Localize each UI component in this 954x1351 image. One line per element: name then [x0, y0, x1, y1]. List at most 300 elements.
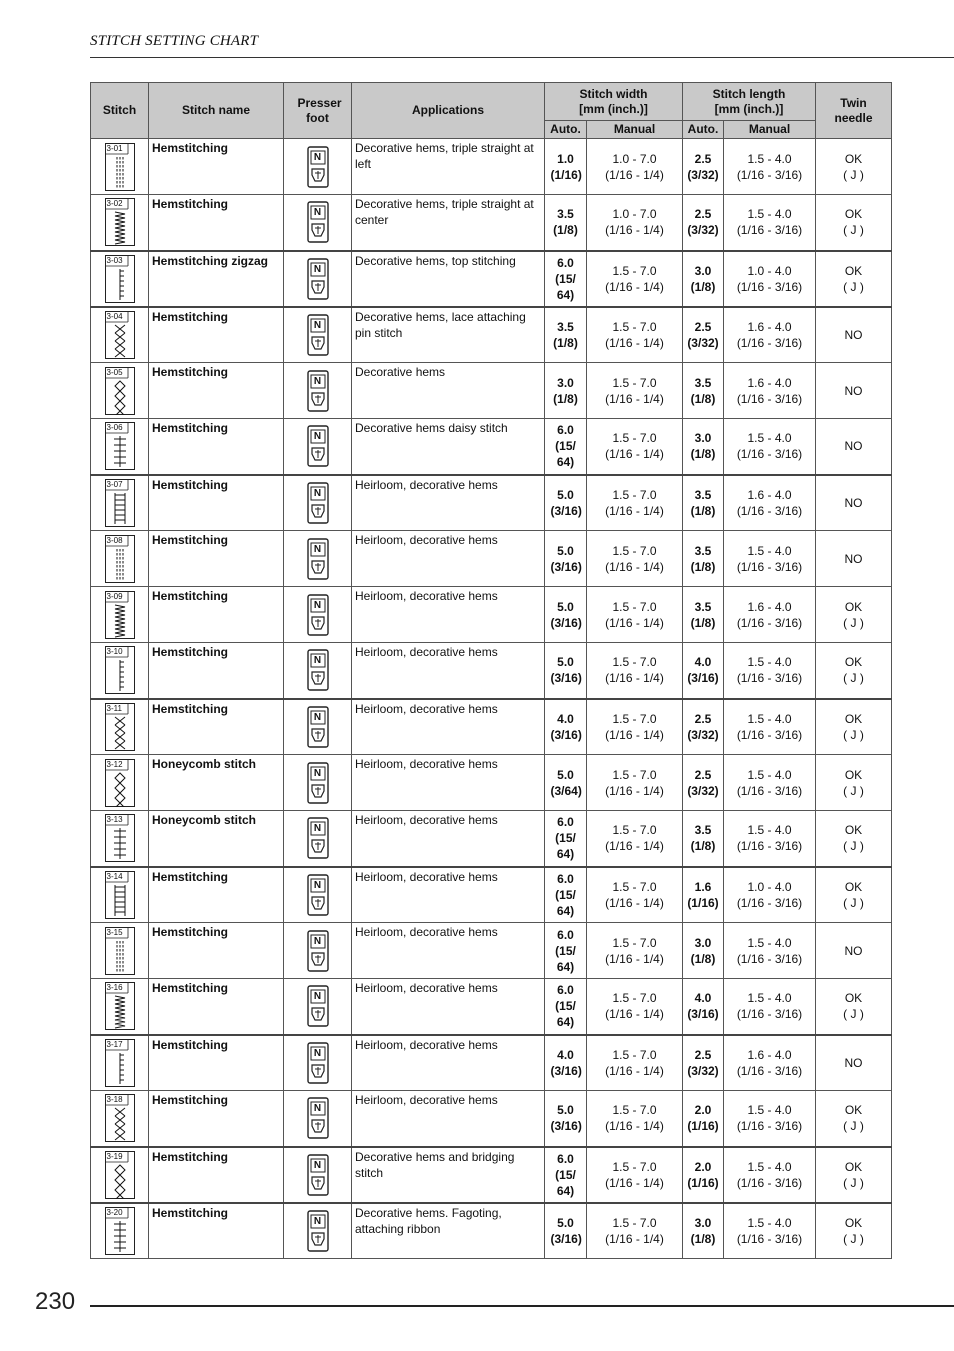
width-auto: [545, 195, 587, 251]
length-auto-inch: (1/8): [690, 559, 716, 574]
length-auto: [683, 811, 724, 867]
width-manual: [587, 811, 683, 867]
stitch-pattern-icon: [105, 982, 135, 1030]
length-auto-inch: (1/8): [690, 391, 716, 406]
table-row: [91, 867, 892, 923]
twin-needle-status: OK: [844, 1103, 863, 1118]
length-auto: [683, 139, 724, 195]
length-manual-inch: (1/16 - 3/16): [736, 951, 803, 966]
twin-needle: [816, 923, 892, 979]
length-manual: [724, 1091, 816, 1147]
presser-foot-n-icon: [306, 1153, 330, 1197]
length-auto: [683, 587, 724, 643]
presser-foot-cell: [284, 643, 352, 699]
presser-foot-n-icon: [306, 593, 330, 637]
width-manual-inch: (1/16 - 1/4): [605, 559, 664, 574]
stitch-pattern-icon: [105, 535, 135, 583]
stitch-cell: [91, 979, 149, 1035]
stitch-code: 3-12: [106, 759, 123, 769]
presser-foot-letter: N: [313, 823, 322, 835]
width-manual-inch: (1/16 - 1/4): [605, 895, 664, 910]
twin-needle-foot: ( J ): [843, 1007, 864, 1022]
length-manual-inch: (1/16 - 3/16): [736, 671, 803, 686]
length-auto-mm: 2.5: [694, 1047, 712, 1062]
width-auto-inch: (15/ 64): [555, 439, 576, 470]
width-auto-inch: (3/16): [550, 1063, 582, 1078]
width-auto-inch: (1/8): [553, 391, 578, 406]
stitch-code: 3-20: [106, 1207, 123, 1217]
length-auto: [683, 979, 724, 1035]
width-manual-mm: 1.5 - 7.0: [612, 935, 657, 950]
length-manual: [724, 251, 816, 307]
length-manual: [724, 643, 816, 699]
length-auto-inch: (3/16): [687, 671, 719, 686]
length-manual: [724, 419, 816, 475]
header-stitch-width-label: Stitch width [mm (inch.)]: [579, 86, 648, 116]
width-manual: [587, 251, 683, 307]
width-manual: [587, 643, 683, 699]
stitch-pattern-icon: [105, 143, 135, 191]
length-auto-mm: 3.0: [694, 263, 712, 278]
length-auto-mm: 3.5: [694, 543, 712, 558]
table-row: [91, 1035, 892, 1091]
stitch-pattern-icon: [105, 367, 135, 415]
stitch-cell: [91, 195, 149, 251]
table-row: [91, 531, 892, 587]
length-manual-mm: 1.6 - 4.0: [747, 487, 792, 502]
length-manual-inch: (1/16 - 3/16): [736, 1063, 803, 1078]
length-auto-mm: 2.0: [694, 1159, 712, 1174]
width-auto-inch: (1/8): [553, 223, 578, 238]
presser-foot-letter: N: [313, 1047, 322, 1059]
length-manual-mm: 1.5 - 4.0: [747, 711, 792, 726]
length-manual: [724, 1035, 816, 1091]
length-manual: [724, 811, 816, 867]
width-auto-inch: (3/16): [550, 1231, 582, 1246]
width-auto-mm: 4.0: [557, 711, 574, 726]
twin-needle: [816, 1203, 892, 1259]
width-manual-inch: (1/16 - 1/4): [605, 1007, 664, 1022]
width-auto-mm: 1.0: [557, 151, 574, 166]
length-manual-mm: 1.5 - 4.0: [747, 151, 792, 166]
length-auto-inch: (1/8): [690, 615, 716, 630]
length-manual: [724, 1203, 816, 1259]
stitch-name: Hemstitching: [149, 1147, 284, 1203]
twin-needle-foot: ( J ): [843, 223, 864, 238]
width-manual: [587, 195, 683, 251]
length-auto-mm: 2.5: [694, 319, 712, 334]
width-auto-mm: 6.0: [557, 927, 574, 942]
length-manual-mm: 1.5 - 4.0: [747, 767, 792, 782]
stitch-cell: [91, 475, 149, 531]
length-auto-mm: 3.0: [694, 431, 712, 446]
stitch-name: Hemstitching: [149, 867, 284, 923]
length-manual-mm: 1.5 - 4.0: [747, 543, 792, 558]
length-auto-mm: 2.0: [694, 1103, 712, 1118]
application: Decorative hems. Fagoting, attaching ribbon: [352, 1203, 545, 1259]
stitch-code: 3-02: [106, 199, 123, 209]
presser-foot-n-icon: [306, 145, 330, 189]
length-auto-mm: 3.5: [694, 823, 712, 838]
width-auto: [545, 531, 587, 587]
length-auto: [683, 1203, 724, 1259]
width-auto-inch: (3/16): [550, 1119, 582, 1134]
width-manual: [587, 307, 683, 363]
width-auto-inch: (3/16): [550, 559, 582, 574]
width-auto: [545, 811, 587, 867]
width-manual-mm: 1.5 - 7.0: [612, 263, 657, 278]
table-row: [91, 195, 892, 251]
table-row: [91, 923, 892, 979]
twin-needle-foot: ( J ): [843, 1119, 864, 1134]
stitch-cell: [91, 251, 149, 307]
stitch-pattern-icon: [105, 311, 135, 359]
twin-needle-status: OK: [844, 263, 863, 278]
twin-needle-foot: ( J ): [843, 839, 864, 854]
length-manual: [724, 475, 816, 531]
length-auto-inch: (3/32): [687, 783, 719, 798]
twin-needle: [816, 811, 892, 867]
width-manual-inch: (1/16 - 1/4): [605, 1175, 664, 1190]
width-manual-inch: (1/16 - 1/4): [605, 671, 664, 686]
stitch-pattern-icon: [105, 759, 135, 807]
width-manual-inch: (1/16 - 1/4): [605, 223, 664, 238]
length-manual: [724, 307, 816, 363]
footer-rule: [90, 1305, 954, 1307]
table-row: [91, 755, 892, 811]
stitch-pattern-icon: [105, 422, 135, 470]
length-manual-mm: 1.6 - 4.0: [747, 1047, 792, 1062]
twin-needle-status: OK: [844, 655, 863, 670]
stitch-name: Hemstitching: [149, 1203, 284, 1259]
twin-needle-status: OK: [844, 823, 863, 838]
presser-foot-cell: [284, 307, 352, 363]
presser-foot-n-icon: [306, 424, 330, 468]
width-manual-inch: (1/16 - 1/4): [605, 447, 664, 462]
presser-foot-cell: [284, 363, 352, 419]
length-manual: [724, 531, 816, 587]
stitch-cell: [91, 307, 149, 363]
table-row: [91, 699, 892, 755]
width-manual-inch: (1/16 - 1/4): [605, 783, 664, 798]
stitch-cell: [91, 867, 149, 923]
presser-foot-n-icon: [306, 873, 330, 917]
stitch-name: Hemstitching: [149, 531, 284, 587]
presser-foot-cell: [284, 195, 352, 251]
stitch-pattern-icon: [105, 871, 135, 919]
width-auto-inch: (15/ 64): [555, 271, 576, 302]
length-manual-inch: (1/16 - 3/16): [736, 335, 803, 350]
length-manual-inch: (1/16 - 3/16): [736, 559, 803, 574]
header-applications: Applications: [352, 83, 545, 139]
length-manual-mm: 1.5 - 4.0: [747, 1215, 792, 1230]
application: Decorative hems, lace attaching pin stitch: [352, 307, 545, 363]
width-auto-mm: 5.0: [557, 1103, 574, 1118]
presser-foot-n-icon: [306, 1041, 330, 1085]
table-row: [91, 1091, 892, 1147]
stitch-code: 3-01: [106, 143, 123, 153]
stitch-name: Hemstitching: [149, 587, 284, 643]
length-auto: [683, 475, 724, 531]
width-manual-inch: (1/16 - 1/4): [605, 951, 664, 966]
length-auto-mm: 4.0: [694, 991, 712, 1006]
stitch-cell: [91, 419, 149, 475]
stitch-name: Hemstitching: [149, 363, 284, 419]
stitch-code: 3-18: [106, 1095, 123, 1105]
stitch-name: Hemstitching: [149, 419, 284, 475]
twin-needle: [816, 139, 892, 195]
twin-needle-status: NO: [844, 943, 863, 958]
length-auto: [683, 531, 724, 587]
length-auto-mm: 3.5: [694, 487, 712, 502]
width-auto: [545, 419, 587, 475]
length-auto: [683, 251, 724, 307]
presser-foot-letter: N: [313, 151, 322, 163]
twin-needle: [816, 643, 892, 699]
application: Heirloom, decorative hems: [352, 475, 545, 531]
presser-foot-n-icon: [306, 257, 330, 301]
presser-foot-cell: [284, 251, 352, 307]
presser-foot-cell: [284, 811, 352, 867]
application: Heirloom, decorative hems: [352, 587, 545, 643]
stitch-pattern-icon: [105, 1094, 135, 1142]
twin-needle: [816, 587, 892, 643]
twin-needle-status: OK: [844, 599, 863, 614]
presser-foot-cell: [284, 867, 352, 923]
section-title: STITCH SETTING CHART: [90, 33, 259, 49]
stitch-cell: [91, 587, 149, 643]
width-manual-mm: 1.0 - 7.0: [612, 207, 657, 222]
twin-needle-status: OK: [844, 711, 863, 726]
length-auto: [683, 923, 724, 979]
length-auto-inch: (3/16): [687, 1007, 719, 1022]
width-manual-inch: (1/16 - 1/4): [605, 279, 664, 294]
stitch-name: Hemstitching: [149, 475, 284, 531]
width-manual: [587, 923, 683, 979]
stitch-cell: [91, 1203, 149, 1259]
stitch-name: Hemstitching: [149, 699, 284, 755]
length-auto: [683, 363, 724, 419]
length-manual: [724, 363, 816, 419]
table-row: [91, 251, 892, 307]
width-manual: [587, 475, 683, 531]
width-manual-mm: 1.5 - 7.0: [612, 767, 657, 782]
length-manual-inch: (1/16 - 3/16): [736, 279, 803, 294]
twin-needle-status: OK: [844, 879, 863, 894]
width-auto-inch: (3/64): [550, 783, 582, 798]
stitch-name: Hemstitching: [149, 139, 284, 195]
length-manual-inch: (1/16 - 3/16): [736, 447, 803, 462]
width-manual: [587, 1203, 683, 1259]
presser-foot-letter: N: [313, 655, 322, 667]
stitch-setting-table: [90, 82, 892, 1259]
presser-foot-n-icon: [306, 761, 330, 805]
width-manual: [587, 1035, 683, 1091]
header-length-auto: Auto.: [683, 121, 724, 139]
length-manual-inch: (1/16 - 3/16): [736, 391, 803, 406]
header-stitch: Stitch: [91, 83, 149, 139]
width-manual-inch: (1/16 - 1/4): [605, 839, 664, 854]
twin-needle: [816, 195, 892, 251]
width-auto: [545, 363, 587, 419]
stitch-code: 3-05: [106, 367, 123, 377]
length-auto: [683, 307, 724, 363]
length-manual: [724, 923, 816, 979]
stitch-name: Hemstitching: [149, 643, 284, 699]
length-auto: [683, 1147, 724, 1203]
stitch-code: 3-10: [106, 647, 123, 657]
table-row: [91, 643, 892, 699]
twin-needle-foot: ( J ): [843, 615, 864, 630]
width-auto-inch: (1/16): [550, 167, 582, 182]
width-manual-inch: (1/16 - 1/4): [605, 727, 664, 742]
twin-needle: [816, 1147, 892, 1203]
length-auto-inch: (1/8): [690, 447, 716, 462]
stitch-cell: [91, 1035, 149, 1091]
width-auto-mm: 4.0: [557, 1047, 574, 1062]
presser-foot-letter: N: [313, 1159, 322, 1171]
presser-foot-n-icon: [306, 313, 330, 357]
width-auto-mm: 5.0: [557, 599, 574, 614]
length-auto-inch: (3/32): [687, 167, 719, 182]
stitch-pattern-icon: [105, 1207, 135, 1255]
width-auto-mm: 5.0: [557, 487, 574, 502]
width-auto-mm: 3.5: [557, 207, 574, 222]
width-manual: [587, 1147, 683, 1203]
presser-foot-cell: [284, 979, 352, 1035]
presser-foot-cell: [284, 755, 352, 811]
twin-needle-foot: ( J ): [843, 1175, 864, 1190]
width-auto: [545, 139, 587, 195]
presser-foot-n-icon: [306, 537, 330, 581]
application: Heirloom, decorative hems: [352, 1035, 545, 1091]
stitch-code: 3-14: [106, 871, 123, 881]
width-auto-mm: 6.0: [557, 423, 574, 438]
header-width-auto: Auto.: [545, 121, 587, 139]
length-auto-mm: 2.5: [694, 711, 712, 726]
length-auto-mm: 3.0: [694, 1215, 712, 1230]
length-auto: [683, 419, 724, 475]
length-manual-inch: (1/16 - 3/16): [736, 895, 803, 910]
presser-foot-letter: N: [313, 431, 322, 443]
stitch-name: Hemstitching zigzag: [149, 251, 284, 307]
width-auto: [545, 1035, 587, 1091]
presser-foot-cell: [284, 419, 352, 475]
presser-foot-n-icon: [306, 648, 330, 692]
stitch-cell: [91, 811, 149, 867]
table-row: [91, 811, 892, 867]
header-length-manual: Manual: [724, 121, 816, 139]
length-auto: [683, 195, 724, 251]
width-manual-mm: 1.5 - 7.0: [612, 431, 657, 446]
width-manual: [587, 139, 683, 195]
width-auto-mm: 5.0: [557, 655, 574, 670]
application: Decorative hems and bridging stitch: [352, 1147, 545, 1203]
width-auto: [545, 699, 587, 755]
header-stitch-length: [683, 83, 816, 121]
presser-foot-cell: [284, 699, 352, 755]
stitch-cell: [91, 643, 149, 699]
presser-foot-letter: N: [313, 1103, 322, 1115]
length-manual-inch: (1/16 - 3/16): [736, 1175, 803, 1190]
application: Heirloom, decorative hems: [352, 867, 545, 923]
length-manual-inch: (1/16 - 3/16): [736, 167, 803, 182]
presser-foot-n-icon: [306, 1209, 330, 1253]
twin-needle-status: NO: [844, 1055, 863, 1070]
width-auto: [545, 1091, 587, 1147]
table-row: [91, 419, 892, 475]
length-manual-inch: (1/16 - 3/16): [736, 223, 803, 238]
width-manual: [587, 1091, 683, 1147]
width-manual: [587, 531, 683, 587]
twin-needle-foot: ( J ): [843, 1231, 864, 1246]
presser-foot-letter: N: [313, 543, 322, 555]
twin-needle-foot: ( J ): [843, 167, 864, 182]
width-manual-inch: (1/16 - 1/4): [605, 1231, 664, 1246]
stitch-code: 3-04: [106, 311, 123, 321]
length-manual-mm: 1.5 - 4.0: [747, 431, 792, 446]
width-auto-mm: 5.0: [557, 1215, 574, 1230]
twin-needle: [816, 475, 892, 531]
width-auto-inch: (15/ 64): [555, 887, 576, 918]
table-row: [91, 587, 892, 643]
width-manual-mm: 1.5 - 7.0: [612, 319, 657, 334]
stitch-pattern-icon: [105, 198, 135, 246]
length-manual: [724, 1147, 816, 1203]
table-row: [91, 475, 892, 531]
width-auto-mm: 6.0: [557, 1151, 574, 1166]
width-auto-inch: (3/16): [550, 503, 582, 518]
presser-foot-letter: N: [313, 767, 322, 779]
twin-needle: [816, 867, 892, 923]
stitch-code: 3-19: [106, 1151, 123, 1161]
length-auto: [683, 643, 724, 699]
width-auto-mm: 6.0: [557, 815, 574, 830]
table-row: [91, 1203, 892, 1259]
length-manual: [724, 195, 816, 251]
length-manual-inch: (1/16 - 3/16): [736, 839, 803, 854]
width-manual: [587, 699, 683, 755]
twin-needle: [816, 1035, 892, 1091]
length-auto-inch: (1/16): [687, 1175, 719, 1190]
presser-foot-n-icon: [306, 481, 330, 525]
length-auto: [683, 755, 724, 811]
twin-needle: [816, 979, 892, 1035]
presser-foot-letter: N: [313, 879, 322, 891]
width-auto-inch: (15/ 64): [555, 831, 576, 862]
width-manual: [587, 867, 683, 923]
length-auto-mm: 2.5: [694, 207, 712, 222]
table-row: [91, 1147, 892, 1203]
stitch-name: Hemstitching: [149, 1091, 284, 1147]
header-presser-foot: [284, 83, 352, 139]
stitch-code: 3-09: [106, 591, 123, 601]
length-manual-inch: (1/16 - 3/16): [736, 1231, 803, 1246]
width-auto: [545, 755, 587, 811]
presser-foot-n-icon: [306, 369, 330, 413]
length-auto-inch: (1/8): [690, 503, 716, 518]
length-manual-mm: 1.6 - 4.0: [747, 599, 792, 614]
stitch-pattern-icon: [105, 1039, 135, 1087]
width-auto-inch: (15/ 64): [555, 1167, 576, 1198]
length-auto-mm: 1.6: [694, 879, 712, 894]
application: Decorative hems, top stitching: [352, 251, 545, 307]
length-auto-inch: (3/32): [687, 1063, 719, 1078]
presser-foot-cell: [284, 587, 352, 643]
width-manual-mm: 1.0 - 7.0: [612, 151, 657, 166]
twin-needle: [816, 307, 892, 363]
presser-foot-letter: N: [313, 487, 322, 499]
